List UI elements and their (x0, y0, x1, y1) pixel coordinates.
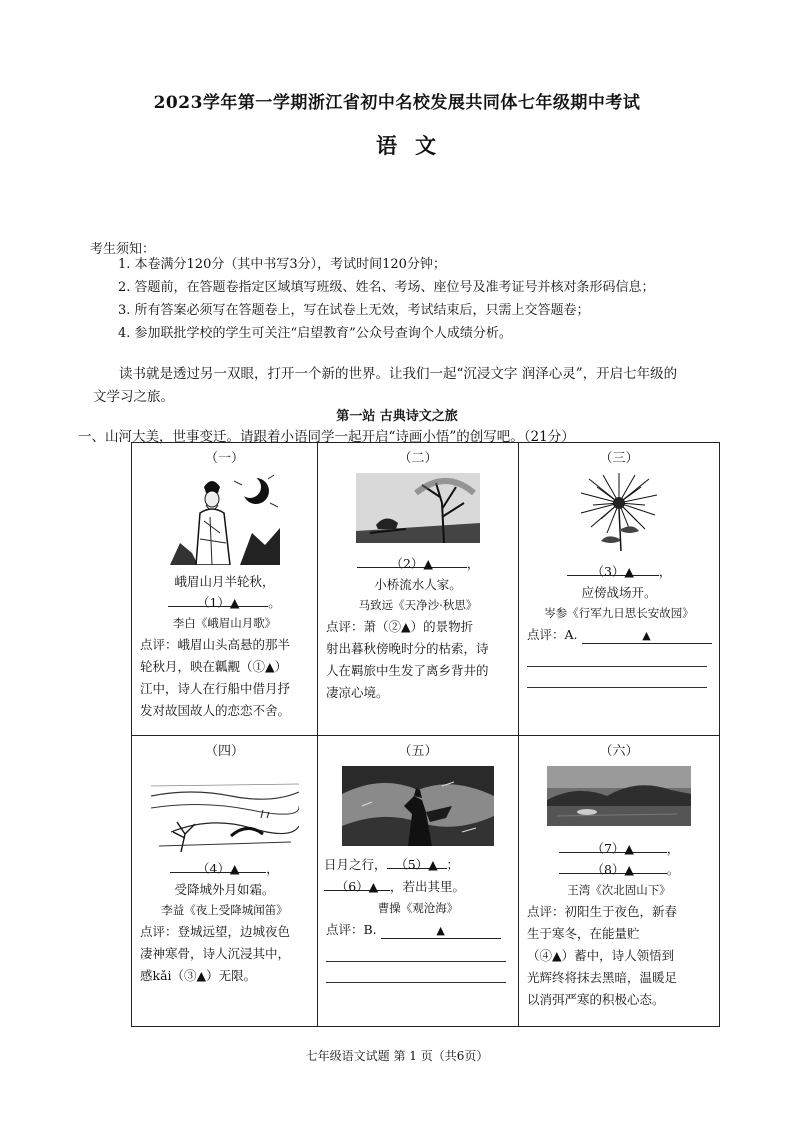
poem-line: 受降城外月如霜。 (174, 882, 275, 897)
withered-tree-illustration (356, 473, 480, 543)
comment-line: 光辉终将抹去黑暗，温暖足 (527, 970, 678, 985)
intro-line: 文学习之旅。 (93, 389, 174, 405)
poem-source: 李益《夜上受降城闻笛》 (161, 903, 288, 917)
notice-item: 1. 本卷满分120分（其中书写3分），考试时间120分钟； (118, 257, 446, 272)
desert-frost-illustration (151, 766, 299, 852)
answer-blank: （1）▲ 。 (132, 592, 317, 613)
poem-line-row: （6）▲ ，若出其里。 (318, 876, 518, 898)
cell-number: （三） (599, 451, 639, 466)
section-heading: 第一站 古典诗文之旅 (336, 409, 458, 424)
page-footer: 七年级语文试题 第 1 页（共6页） (305, 1049, 489, 1063)
cell-number: （四） (204, 744, 244, 759)
notice-item: 2. 答题前，在答题卷指定区域填写班级、姓名、考场、座位号及准考证号并核对条形码信息； (118, 280, 655, 295)
comment-line: 点评：初阳生于夜色，新春 (527, 904, 678, 919)
poem-line: 小桥流水人家。 (374, 577, 462, 592)
comment-line: 射出暮秋傍晚时分的枯索，诗 (326, 641, 489, 656)
answer-rule (326, 962, 506, 983)
poem-cell-5 (318, 736, 519, 1027)
comment-line: 凄神寒骨，诗人沉浸其中， (140, 946, 291, 961)
answer-rule (527, 667, 707, 688)
notice-item: 4. 参加联批学校的学生可关注“启望教育”公众号查询个人成绩分析。 (118, 326, 512, 341)
answer-blank: （7）▲ ， (519, 838, 719, 859)
answer-line-a: ▲ (582, 627, 712, 644)
answer-rule (527, 646, 707, 667)
answer-rule (326, 941, 506, 962)
answer-blank: （4）▲ ， (132, 858, 317, 879)
cell-number: （六） (599, 744, 639, 759)
subject-title: 语文 (376, 133, 454, 158)
poem-cell-3 (519, 443, 720, 736)
poem-line: 峨眉山月半轮秋， (174, 574, 275, 589)
poem-source: 岑参《行军九日思长安故园》 (544, 606, 694, 620)
answer-blank: （8）▲ 。 (519, 859, 719, 880)
cell-number: （一） (204, 451, 244, 466)
poem-cell-1 (132, 443, 318, 736)
cell-number: （二） (398, 451, 438, 466)
comment-line: 点评：峨眉山头高悬的那半 (140, 637, 291, 652)
question-prompt: 一、山河大美，世事变迁。请跟着小语同学一起开启“诗画小悟”的创写吧。（21分） (78, 429, 575, 445)
exam-title: 2023学年第一学期浙江省初中名校发展共同体七年级期中考试 (153, 93, 641, 113)
poet-moon-illustration (170, 473, 280, 565)
answer-line-b: ▲ (381, 922, 501, 939)
comment-line: 人在羁旅中生发了离乡背井的 (326, 663, 489, 678)
poem-cell-4 (132, 736, 318, 1027)
cell-number: （五） (398, 744, 438, 759)
comment-block (318, 919, 518, 941)
notice-heading: 考生须知： (90, 242, 156, 257)
poem-grid (131, 442, 720, 1027)
poem-cell-2 (318, 443, 519, 736)
answer-blank: （3）▲ ， (519, 561, 719, 582)
comment-line: 江中，诗人在行船中借月抒 (140, 681, 291, 696)
comment-line: 点评：登城远望，边城夜色 (140, 924, 291, 939)
answer-blank: （2）▲ ， (318, 553, 518, 574)
chrysanthemum-illustration (579, 473, 659, 551)
poem-line-row: 日月之行， （5）▲ ； (318, 854, 518, 876)
poem-line: 应傍战场开。 (581, 585, 657, 600)
sea-warrior-illustration (342, 766, 494, 846)
comment-line: 点评：萧（②▲）的景物折 (326, 619, 474, 634)
river-mountain-illustration (547, 766, 691, 826)
comment-line: 发对故国故人的恋恋不舍。 (140, 703, 291, 718)
comment-line: 以消弭严寒的积极心态。 (527, 992, 665, 1007)
comment-lead: 点评：A. (527, 627, 578, 642)
poem-source: 王湾《次北固山下》 (567, 883, 671, 897)
intro-line: 读书就是透过另一双眼，打开一个新的世界。让我们一起“沉浸文字 润泽心灵”，开启七年级的 (119, 366, 678, 382)
comment-line: 轮秋月，映在瓤觏（①▲） (140, 659, 288, 674)
comment-line: 凄凉心境。 (326, 685, 389, 700)
comment-block (519, 624, 719, 646)
comment-line: 生于寒冬，在能量贮 (527, 926, 640, 941)
poem-source: 曹操《观沧海》 (377, 901, 459, 915)
poem-source: 马致远《天净沙·秋思》 (358, 598, 478, 612)
comment-block (318, 616, 518, 704)
poem-cell-6 (519, 736, 720, 1027)
comment-block (519, 901, 719, 1011)
poem-source: 李白《峨眉山月歌》 (172, 616, 277, 630)
comment-block (132, 921, 317, 987)
comment-line: （④▲）蓄中，诗人领悟到 (527, 948, 675, 963)
comment-lead: 点评：B. (326, 922, 377, 937)
comment-block (132, 634, 317, 722)
notice-item: 3. 所有答案必须写在答题卷上，写在试卷上无效，考试结束后，只需上交答题卷； (118, 303, 590, 318)
comment-line: 感kǎi（③▲）无限。 (140, 968, 257, 983)
